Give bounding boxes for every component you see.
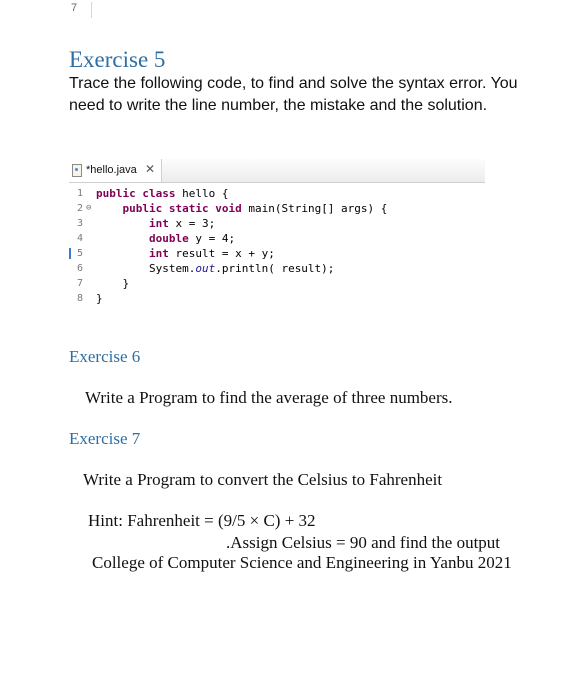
college-footer: College of Computer Science and Engineering in Yanbu 2021 xyxy=(92,553,512,572)
editor-tab-hello-java[interactable] xyxy=(69,159,162,182)
exercise-7-hint: Hint: Fahrenheit = (9/5 × C) + 32 xyxy=(88,511,316,530)
code-text: System.out.println( result); xyxy=(96,262,335,275)
code-editor-screenshot xyxy=(69,159,485,309)
line-number: 2 xyxy=(77,203,84,214)
page-number: 7 xyxy=(71,2,92,18)
code-text: } xyxy=(96,292,103,305)
java-file-icon xyxy=(72,164,82,177)
change-marker-icon xyxy=(69,248,71,259)
code-text: double y = 4; xyxy=(148,232,236,245)
editor-tab-bar xyxy=(69,159,485,183)
line-number: 8 xyxy=(77,293,84,304)
line-number: 3 xyxy=(77,218,84,229)
code-text: public class hello { xyxy=(96,187,229,200)
close-tab-icon[interactable]: ✕ xyxy=(145,162,156,176)
code-text: } xyxy=(96,277,130,290)
editor-tab-label: *hello.java xyxy=(86,164,137,176)
code-text: int result = x + y; xyxy=(148,247,275,260)
line-number: 1 xyxy=(77,188,84,199)
code-text: public static void main(String[] args) { xyxy=(122,202,388,215)
exercise-7-title: Exercise 7 xyxy=(69,429,141,448)
fold-toggle-icon[interactable]: ⊖ xyxy=(86,203,92,213)
exercise-6-instructions: Write a Program to find the average of three numbers. xyxy=(85,388,453,407)
line-number: 7 xyxy=(77,278,84,289)
line-number: 5 xyxy=(77,248,84,259)
exercise-7-assign: .Assign Celsius = 90 and find the output xyxy=(226,533,501,552)
exercise-5-instructions: Trace the following code, to find and solve the syntax error. You need to write the line number, the mistake and the solution. xyxy=(69,75,518,114)
exercise-5-title: Exercise 5 xyxy=(69,47,166,72)
line-number: 6 xyxy=(77,263,84,274)
exercise-6-title: Exercise 6 xyxy=(69,347,141,366)
code-text: int x = 3; xyxy=(148,217,216,230)
exercise-7-instructions: Write a Program to convert the Celsius to Fahrenheit xyxy=(83,470,443,489)
line-number: 4 xyxy=(77,233,84,244)
